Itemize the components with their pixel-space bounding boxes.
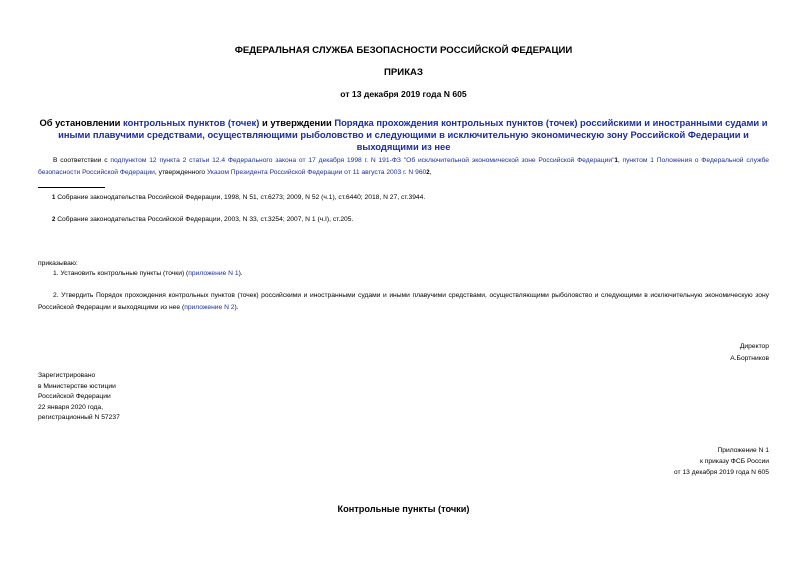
agency-title: ФЕДЕРАЛЬНАЯ СЛУЖБА БЕЗОПАСНОСТИ РОССИЙСКОЙ ФЕДЕРАЦИИ [234,45,573,56]
item-2-text: 2. Утвердить Порядок прохождения контрольных пунктов (точек) российскими и иностранными судами и иными плавучими средствами, осуществляющими рыболовство и следующими в исключительную экономическую зону Российской Федерации и выходящими из нее ( [38,292,769,311]
registration-line-1: Зарегистрировано [38,372,96,379]
intro-text-3: , утвержденного [154,169,207,176]
registration-line-5: регистрационный N 57237 [38,414,120,421]
title-link-control-points[interactable]: контрольных пунктов (точек) [123,117,260,128]
item-1-end: ). [238,270,243,277]
item-2-link-annex-2[interactable]: приложение N 2 [184,304,235,311]
intro-text-2: , [617,157,623,164]
item-2-end: ). [234,304,239,311]
title-text-2: и утверждении [259,117,335,128]
intro-paragraph [38,155,769,179]
annex-line-2: к приказу ФСБ России [700,458,769,465]
intro-link-fsb-regulation[interactable]: пунктом 1 Положения о Федеральной службе безопасности Российской Федерации [38,157,770,176]
footnote-divider [38,187,105,188]
registration-line-3: Российской Федерации [38,393,111,400]
document-type: ПРИКАЗ [384,67,423,78]
signature-name: А.Бортников [730,355,769,362]
footnote-1-mark: 1 [52,195,56,201]
intro-text-1: В соответствии с [53,157,111,164]
intro-text-4: , [429,169,432,176]
document-date-number: от 13 декабря 2019 года N 605 [340,89,467,99]
footnote-ref-1[interactable]: 1 [614,158,618,164]
registration-line-4: 22 января 2020 года, [38,403,104,411]
footnote-2 [52,214,752,226]
order-word: приказываю: [38,260,78,267]
order-item-1 [53,268,769,280]
item-1-text: 1. Установить контрольные пункты (точки) ( [53,270,189,277]
footnote-2-mark: 2 [52,217,56,223]
intro-link-presidential-decree[interactable]: Указом Президента Российской Федерации от 11 августа 2003 г. N 960 [206,169,427,176]
annex-heading: Контрольные пункты (точки) [337,504,470,514]
footnote-1-text: Собрание законодательства Российской Федерации, 1998, N 51, ст.6273; 2009, N 52 (ч.1), ст.6440; 2018, N 27, ст.3944. [55,194,426,201]
footnote-1 [52,192,752,204]
footnote-2-text: Собрание законодательства Российской Федерации, 2003, N 33, ст.3254; 2007, N 1 (ч.I), ст.205. [55,216,354,223]
registration-block [38,371,120,424]
item-1-link-annex-1[interactable]: приложение N 1 [188,270,239,277]
title-text-1: Об установлении [39,117,124,128]
signature-position: Директор [739,343,769,350]
annex-header [674,445,769,478]
footnote-ref-2[interactable]: 2 [426,170,430,176]
intro-link-federal-law[interactable]: подпунктом 12 пункта 2 статьи 12.4 Федерального закона от 17 декабря 1998 г. N 191-ФЗ "Об исключительной экономической зоне Российской Федерации" [110,157,615,164]
document-title [38,117,769,153]
registration-line-2: в Министерстве юстиции [38,382,116,390]
annex-line-3: от 13 декабря 2019 года N 605 [673,469,769,476]
annex-line-1: Приложение N 1 [717,447,769,454]
title-link-procedure[interactable]: Порядка прохождения контрольных пунктов (точек) российскими и иностранными судами и иными плавучими средствами, осуществляющими рыболовство и следующими в исключительную экономическую зону Российской Федерации и выходящими из нее [58,117,768,152]
order-item-2 [38,290,769,314]
signature-block [730,341,769,365]
